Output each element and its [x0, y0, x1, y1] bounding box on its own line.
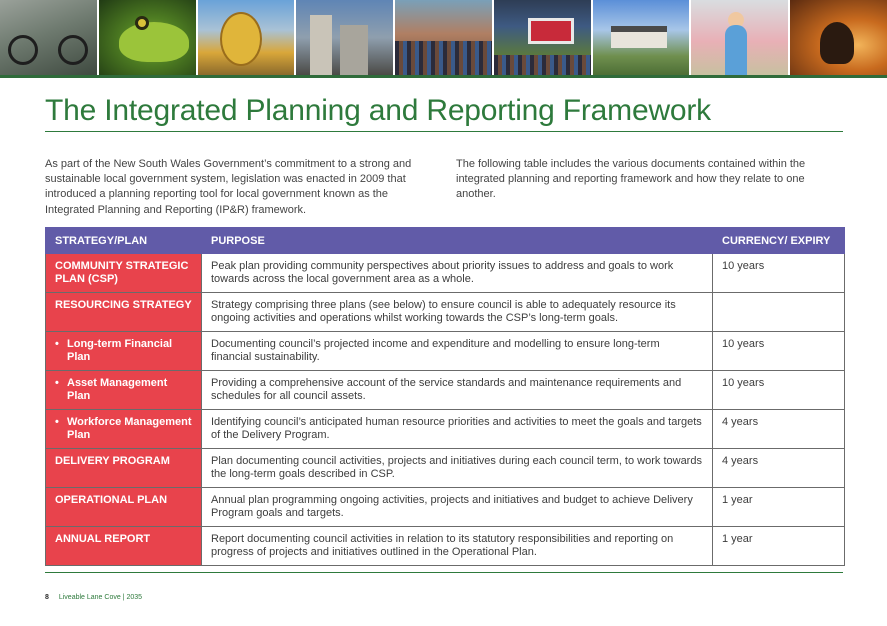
tower-shape	[310, 15, 332, 75]
footer-text: Liveable Lane Cove | 2035	[58, 594, 143, 601]
purpose-cell: Report documenting council activities in relation to its statutory responsibilities and reporting on progress of projects and initiatives outlined in the Operational Plan.	[202, 527, 713, 566]
strategy-cell: ANNUAL REPORT	[46, 527, 202, 566]
purpose-cell: Plan documenting council activities, projects and initiatives during each council term, to work towards the long-term goals described in CSP.	[202, 449, 713, 488]
strategy-cell: RESOURCING STRATEGY	[46, 293, 202, 332]
header-expiry: CURRENCY/ EXPIRY	[713, 228, 845, 254]
sculpture-shape	[220, 12, 262, 66]
table-row	[46, 371, 845, 410]
strategy-cell: OPERATIONAL PLAN	[46, 488, 202, 527]
banner-divider	[0, 75, 887, 78]
table-row	[46, 254, 845, 293]
purpose-cell: Identifying council’s anticipated human resource priorities and activities to meet the goals and targets of the Delivery Program.	[202, 410, 713, 449]
header-purpose: PURPOSE	[202, 228, 713, 254]
table-row	[46, 449, 845, 488]
bike-wheel-shape	[8, 35, 38, 65]
strategy-cell: DELIVERY PROGRAM	[46, 449, 202, 488]
kookaburra-photo	[790, 0, 887, 75]
page-number: 8	[45, 594, 49, 601]
strategy-cell	[46, 332, 202, 371]
purpose-cell: Strategy comprising three plans (see below) to ensure council is able to adequately resource its ongoing activities and operations whilst working towards the CSP’s long-term goals.	[202, 293, 713, 332]
strategy-cell	[46, 371, 202, 410]
expiry-cell: 10 years	[713, 332, 845, 371]
child-shape	[725, 25, 747, 75]
people-shape	[395, 41, 492, 75]
expiry-cell: 4 years	[713, 410, 845, 449]
park-building-photo	[593, 0, 690, 75]
purpose-cell: Peak plan providing community perspectives about priority issues to address and goals to work towards across the local government area as a whole.	[202, 254, 713, 293]
buildings-photo	[296, 0, 393, 75]
page-title: The Integrated Planning and Reporting Framework	[45, 94, 711, 127]
purpose-cell: Annual plan programming ongoing activities, projects and initiatives and budget to achieve Delivery Program goals and targets.	[202, 488, 713, 527]
frog-shape	[119, 22, 189, 62]
photo-banner	[0, 0, 887, 75]
people-photo	[395, 0, 492, 75]
outdoor-concert-photo	[494, 0, 591, 75]
stage-shape	[528, 18, 574, 44]
bullet-icon: •	[55, 338, 59, 350]
bullet-icon: •	[55, 377, 59, 389]
frog-eye-shape	[135, 16, 149, 30]
intro-paragraph-right: The following table includes the various documents contained within the integrated planning and reporting framework and how they relate to one another.	[456, 158, 806, 201]
table-row	[46, 410, 845, 449]
strategy-cell: COMMUNITY STRATEGIC PLAN (CSP)	[46, 254, 202, 293]
bike-wheel-shape	[58, 35, 88, 65]
strategy-label: Long-term Financial Plan	[67, 338, 173, 363]
expiry-cell: 1 year	[713, 527, 845, 566]
expiry-cell: 10 years	[713, 254, 845, 293]
ipr-framework-table	[45, 227, 845, 566]
page-footer	[45, 594, 142, 601]
table-row	[46, 527, 845, 566]
purpose-cell: Documenting council’s projected income and expenditure and modelling to ensure long-term financial sustainability.	[202, 332, 713, 371]
expiry-cell: 4 years	[713, 449, 845, 488]
strategy-label: Workforce Management Plan	[67, 416, 192, 441]
tower-shape	[340, 25, 368, 75]
bullet-icon: •	[55, 416, 59, 428]
purpose-cell: Providing a comprehensive account of the service standards and maintenance requirements and schedules for all council assets.	[202, 371, 713, 410]
intro-paragraph-left: As part of the New South Wales Government’s commitment to a strong and sustainable local government system, legislation was enacted in 2009 that introduced a planning reporting tool for local government known as the Integrated Planning and Reporting (IP&R) framework.	[45, 158, 412, 216]
expiry-cell	[713, 293, 845, 332]
strategy-cell	[46, 410, 202, 449]
crowd-shape	[494, 55, 591, 75]
sculpture-photo	[198, 0, 295, 75]
bicycle-photo	[0, 0, 97, 75]
frog-photo	[99, 0, 196, 75]
table-row	[46, 332, 845, 371]
footer-divider	[45, 572, 843, 573]
expiry-cell: 1 year	[713, 488, 845, 527]
table-header-row	[46, 228, 845, 254]
title-divider	[45, 131, 843, 132]
building-shape	[611, 26, 667, 48]
child-photo	[691, 0, 788, 75]
header-strategy: STRATEGY/PLAN	[46, 228, 202, 254]
expiry-cell: 10 years	[713, 371, 845, 410]
strategy-label: Asset Management Plan	[67, 377, 168, 402]
table-row	[46, 488, 845, 527]
bird-shape	[820, 22, 854, 64]
table-row	[46, 293, 845, 332]
